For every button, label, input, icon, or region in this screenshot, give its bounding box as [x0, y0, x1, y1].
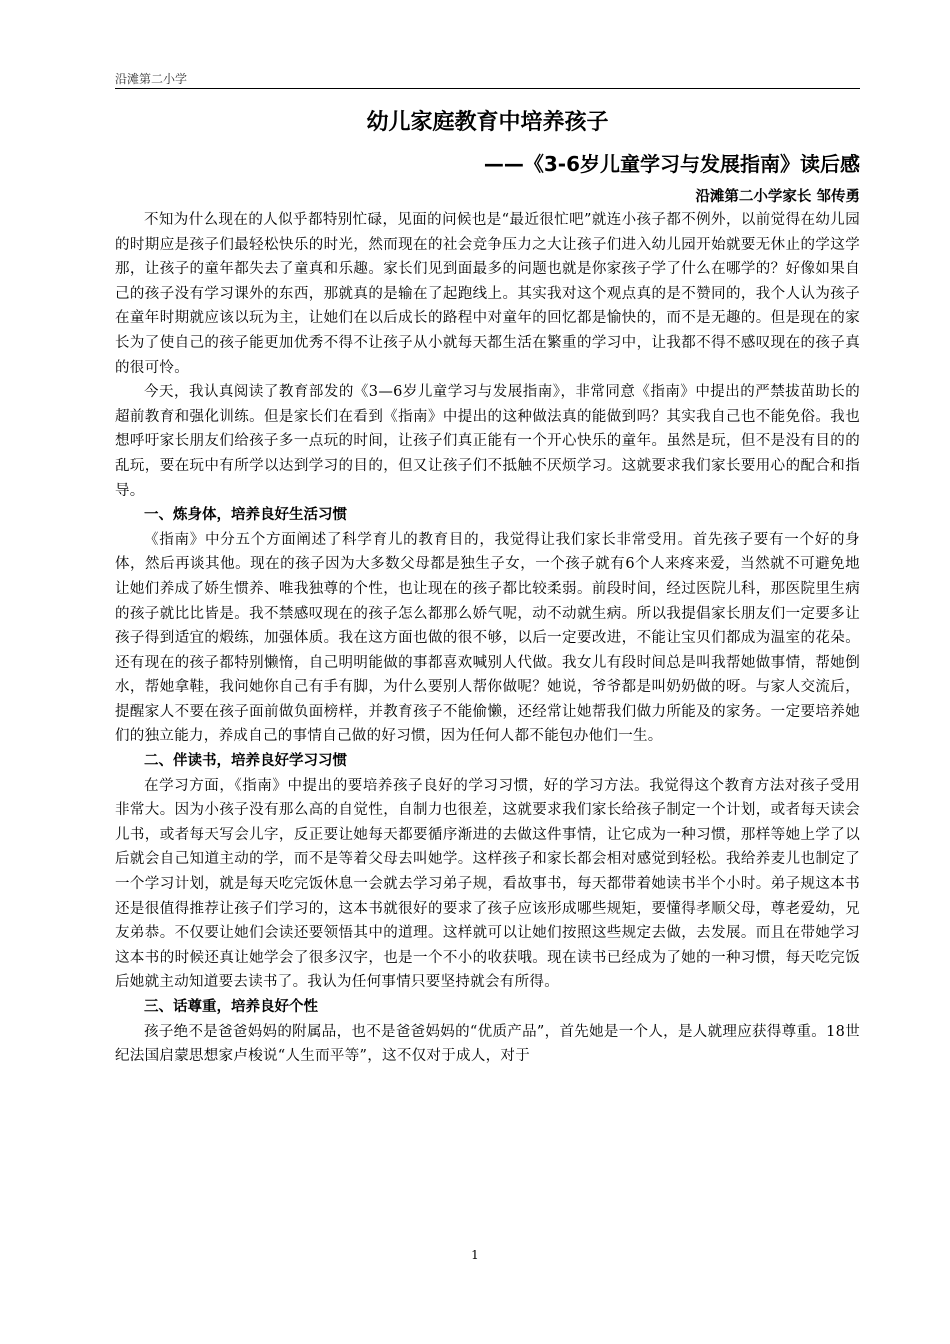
document-body	[115, 108, 860, 1069]
page-header	[115, 68, 860, 89]
section-heading-3: 三、话尊重，培养良好个性	[144, 999, 318, 1015]
intro-paragraph-1: 不知为什么现在的人似乎都特别忙碌，见面的问候也是“最近很忙吧”就连小孩子都不例外，以前觉得在幼儿园的时期应是孩子们最轻松快乐的时光，然而现在的社会竞争压力之大让孩子们进入幼儿园开始就要无休止的学这学那，让孩子的童年都失去了童真和乐趣。家长们见到面最多的问题也就是你家孩子学了什么在哪学的？好像如果自己的孩子没有学习课外的东西，那就真的是输在了起跑线上。其实我对这个观点真的是不赞同的，我个人认为孩子在童年时期就应该以玩为主，让她们在以后成长的路程中对童年的回忆都是愉快的，而不是无趣的。但是现在的家长为了使自己的孩子能更加优秀不得不让孩子从小就每天都生活在繁重的学习中，让我都不得不感叹现在的孩子真的很可怜。	[115, 212, 860, 376]
section-body-3: 孩子绝不是爸爸妈妈的附属品，也不是爸爸妈妈的“优质产品”，首先她是一个人，是人就理应获得尊重。18世纪法国启蒙思想家卢梭说“人生而平等”，这不仅对于成人，对于	[115, 1023, 860, 1065]
section-heading-2: 二、伴读书，培养良好学习习惯	[144, 753, 347, 770]
intro-paragraph-2: 今天，我认真阅读了教育部发的《3—6岁儿童学习与发展指南》，非常同意《指南》中提出的严禁拔苗助长的超前教育和强化训练。但是家长们在看到《指南》中提出的这种做法真的能做到吗？其实我自己也不能免俗。我也想呼吁家长朋友们给孩子多一点玩的时间，让孩子们真正能有一个开心快乐的童年。虽然是玩，但不是没有目的的乱玩，要在玩中有所学以达到学习的目的，但又让孩子们不抵触不厌烦学习。这就要求我们家长要用心的配合和指导。	[115, 384, 860, 499]
author-line: 沿滩第二小学家长 邹传勇	[695, 189, 860, 205]
header-school-name: 沿滩第二小学	[115, 72, 188, 86]
section-body-2: 在学习方面，《指南》中提出的要培养孩子良好的学习习惯，好的学习方法。我觉得这个教育方法对孩子受用非常大。因为小孩子没有那么高的自觉性，自制力也很差，这就要求我们家长给孩子制定一个计划，或者每天读会儿书，或者每天写会儿字，反正要让她每天都要循序渐进的去做这件事情，让它成为一种习惯，那样等她上学了以后就会自己知道主动的学，而不是等着父母去叫她学。这样孩子和家长都会相对感觉到轻松。我给养麦儿也制定了一个学习计划，就是每天吃完饭休息一会就去学习弟子规，看故事书，每天都带着她读书半个小时。弟子规这本书还是很值得推荐让孩子们学习的，这本书就很好的要求了孩子应该形成哪些规矩，要懂得孝顺父母，尊老爱幼，兄友弟恭。不仅要让她们会读还要领悟其中的道理。这样就可以让她们按照这些规定去做，去发展。而且在带她学习这本书的时候还真让她学会了很多汉字，也是一个不小的收获哦。现在读书已经成为了她的一种习惯，每天吃完饭后她就主动知道要去读书了。我认为任何事情只要坚持就会有所得。	[115, 777, 860, 991]
document-title: 幼儿家庭教育中培养孩子	[366, 110, 609, 135]
page-number: 1	[471, 1248, 479, 1262]
section-heading-1: 一、炼身体，培养良好生活习惯	[144, 507, 347, 524]
document-subtitle: ——《3-6岁儿童学习与发展指南》读后感	[483, 152, 860, 176]
section-body-1: 《指南》中分五个方面阐述了科学育儿的教育目的，我觉得让我们家长非常受用。首先孩子要有一个好的身体，然后再谈其他。现在的孩子因为大多数父母都是独生子女，一个孩子就有6个人来疼来爱，当然就不可避免地让她们养成了娇生惯养、唯我独尊的个性，也让现在的孩子都比较柔弱。前段时间，经过医院儿科，那医院里生病的孩子就比比皆是。我不禁感叹现在的孩子怎么都那么娇气呢，动不动就生病。所以我提倡家长朋友们一定要多让孩子得到适宜的煅练，加强体质。我在这方面也做的很不够，以后一定要改进，不能让宝贝们都成为温室的花朵。还有现在的孩子都特别懒惰，自己明明能做的事都喜欢喊别人代做。我女儿有段时间总是叫我帮她做事情，帮她倒水，帮她拿鞋，我问她你自己有手有脚，为什么要别人帮你做呢？她说，爷爷都是叫奶奶做的呀。与家人交流后，提醒家人不要在孩子面前做负面榜样，并教育孩子不能偷懒，还经常让她帮我们做力所能及的家务。一定要培养她们的独立能力，养成自己的事情自己做的好习惯，因为任何人都不能包办他们一生。	[115, 531, 860, 745]
